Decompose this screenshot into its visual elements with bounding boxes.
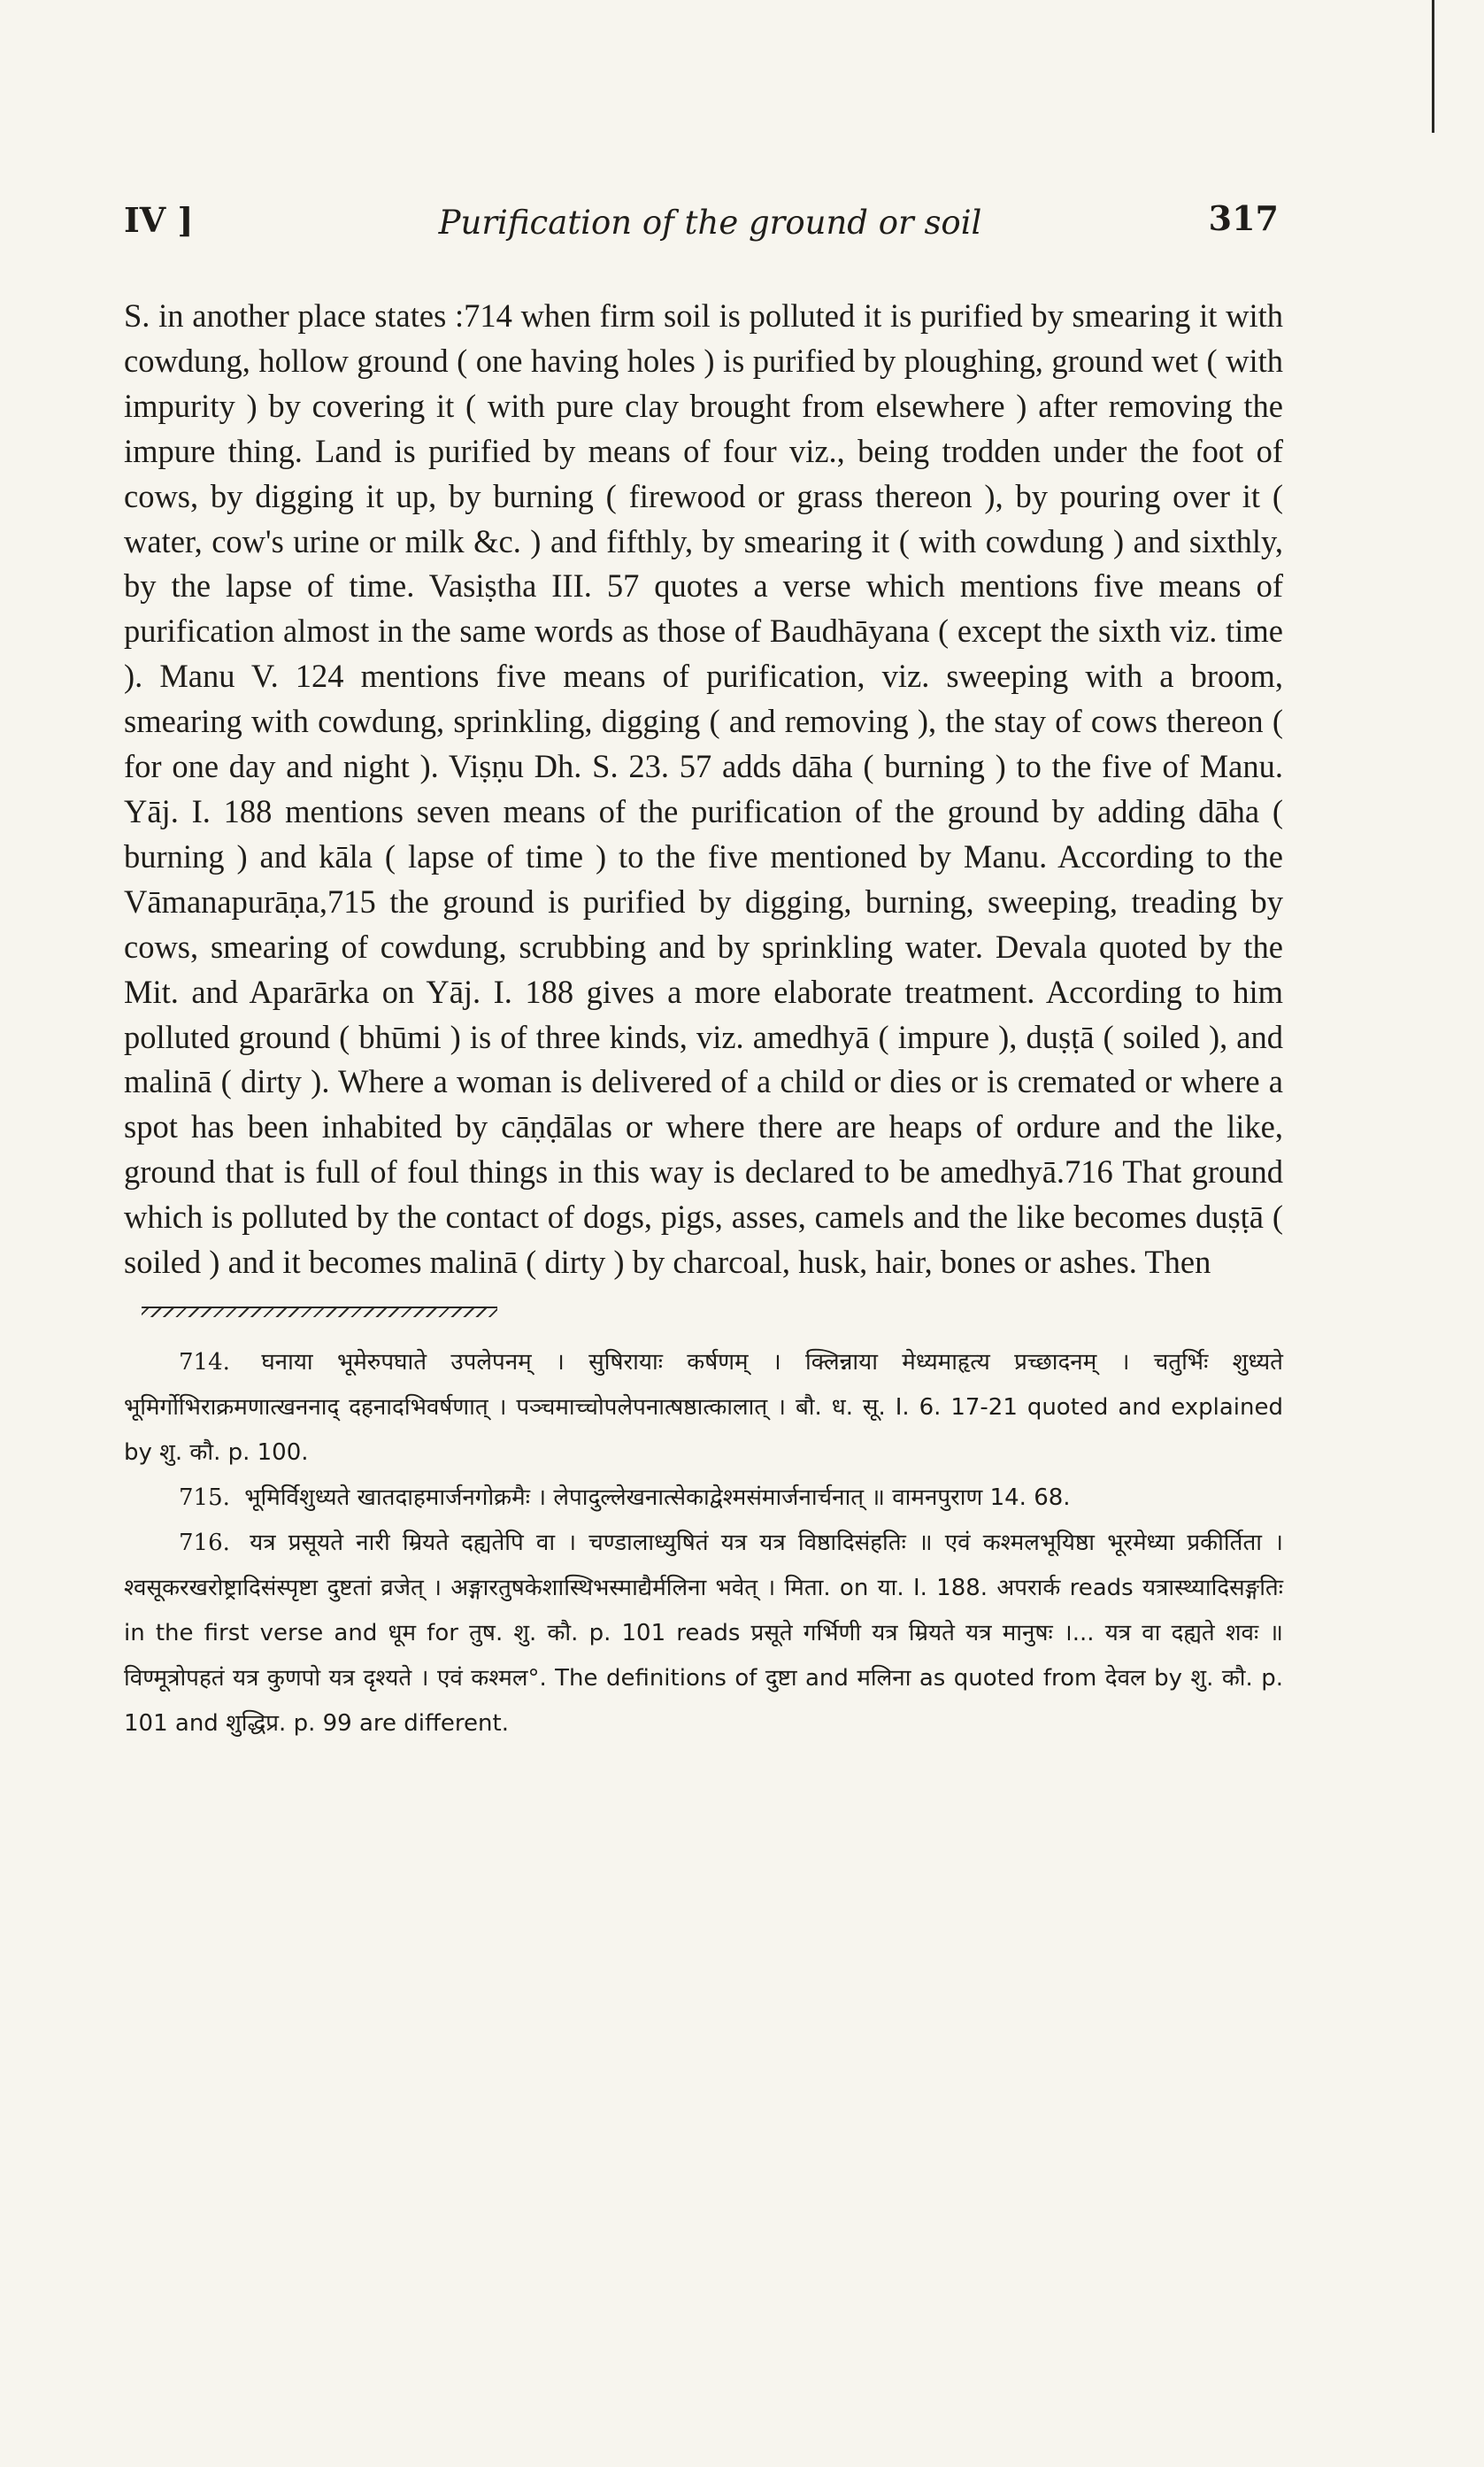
footnote-text: घनाया भूमेरुपघाते उपलेपनम् । सुषिरायाः कर्षणम् । क्लिन्नाया मेध्यमाहृत्य प्रच्छादनम् । चतुर्भिः शुध्यते भूमिर्गोभिराक्रमणात्खननाद् दहनादभिवर्षणात् । पञ्चमाच्चोपलेपनात्षष्ठात्कालात् । बौ. ध. सू. I. 6. 17-21 quoted and explained by शु. कौ. p. 100.	[124, 1348, 1283, 1466]
page-number: 317	[1208, 198, 1279, 238]
page-title: Purification of the ground or soil	[438, 204, 982, 242]
book-page	[124, 193, 1296, 1746]
body-paragraph: S. in another place states :714 when firm soil is polluted it is purified by smearing it with cowdung, hollow ground ( one having holes ) is purified by ploughing, ground wet ( with impurity ) by covering it ( with pure clay brought from elsewhere ) after removing the impure thing. Land is purified by means of four viz., being trodden under the foot of cows, by digging it up, by burning ( firewood or grass thereon ), by pouring over it ( water, cow's urine or milk &c. ) and fifthly, by smearing it ( with cowdung ) and sixthly, by the lapse of time. Vasiṣtha III. 57 quotes a verse which mentions five means of purification almost in the same words as those of Baudhāyana ( except the sixth viz. time ). Manu V. 124 mentions five means of purification, viz. sweeping with a broom, smearing with cowdung, sprinkling, digging ( and removing ), the stay of cows thereon ( for one day and night ). Viṣṇu Dh. S. 23. 57 adds dāha ( burning ) to the five of Manu. Yāj. I. 188 mentions seven means of the purification of the ground by adding dāha ( burning ) and kāla ( lapse of time ) to the five mentioned by Manu. According to the Vāmanapurāṇa,715 the ground is purified by digging, burning, sweeping, treading by cows, smearing of cowdung, scrubbing and by sprinkling water. Devala quoted by the Mit. and Aparārka on Yāj. I. 188 gives a more elaborate treatment. According to him polluted ground ( bhūmi ) is of three kinds, viz. amedhyā ( impure ), duṣṭā ( soiled ), and malinā ( dirty ). Where a woman is delivered of a child or dies or is cremated or where a spot has been inhabited by cāṇḍālas or where there are heaps of ordure and the like, ground that is full of foul things in this way is declared to be amedhyā.716 That ground which is polluted by the contact of dogs, pigs, asses, camels and the like becomes duṣṭā ( soiled ) and it becomes malinā ( dirty ) by charcoal, husk, hair, bones or ashes. Then	[124, 297, 1283, 1281]
footnote-714	[124, 1340, 1283, 1476]
footnote-text: भूमिर्विशुध्यते खातदाहमार्जनगोक्रमैः । लेपादुल्लेखनात्सेकाद्वेश्मसंमार्जनार्चनात् ॥ वामनपुराण 14. 68.	[244, 1484, 1071, 1511]
footnote-number: 714.	[179, 1348, 230, 1376]
footnote-715	[124, 1476, 1283, 1521]
chapter-number: IV ]	[124, 200, 194, 240]
page-edge-line	[1432, 0, 1434, 133]
main-text	[124, 294, 1283, 1285]
footnote-number: 715.	[179, 1484, 230, 1511]
footnote-716	[124, 1521, 1283, 1746]
footnotes	[124, 1340, 1283, 1746]
footnote-separator	[142, 1307, 497, 1317]
footnote-text: यत्र प्रसूयते नारी म्रियते दह्यतेपि वा । चण्डालाध्युषितं यत्र यत्र विष्ठादिसंहतिः ॥ एवं कश्मलभूयिष्ठा भूरमेध्या प्रकीर्तिता । श्वसूकरखरोष्ट्रादिसंस्पृष्टा दुष्टतां व्रजेत् । अङ्गारतुषकेशास्थिभस्माद्यैर्मलिना भवेत् । मिता. on या. I. 188. अपरार्क reads यत्रास्थ्यादिसङ्गतिः in the first verse and धूम for तुष. शु. कौ. p. 101 reads प्रसूते गर्भिणी यत्र म्रियते यत्र मानुषः ।... यत्र वा दह्यते शवः ॥ विण्मूत्रोपहतं यत्र कुणपो यत्र दृश्यते । एवं कश्मल°. The definitions of दुष्टा and मलिना as quoted from देवल by शु. कौ. p. 101 and शुद्धिप्र. p. 99 are different.	[124, 1529, 1284, 1737]
footnote-number: 716.	[179, 1529, 230, 1556]
running-head	[124, 193, 1296, 255]
